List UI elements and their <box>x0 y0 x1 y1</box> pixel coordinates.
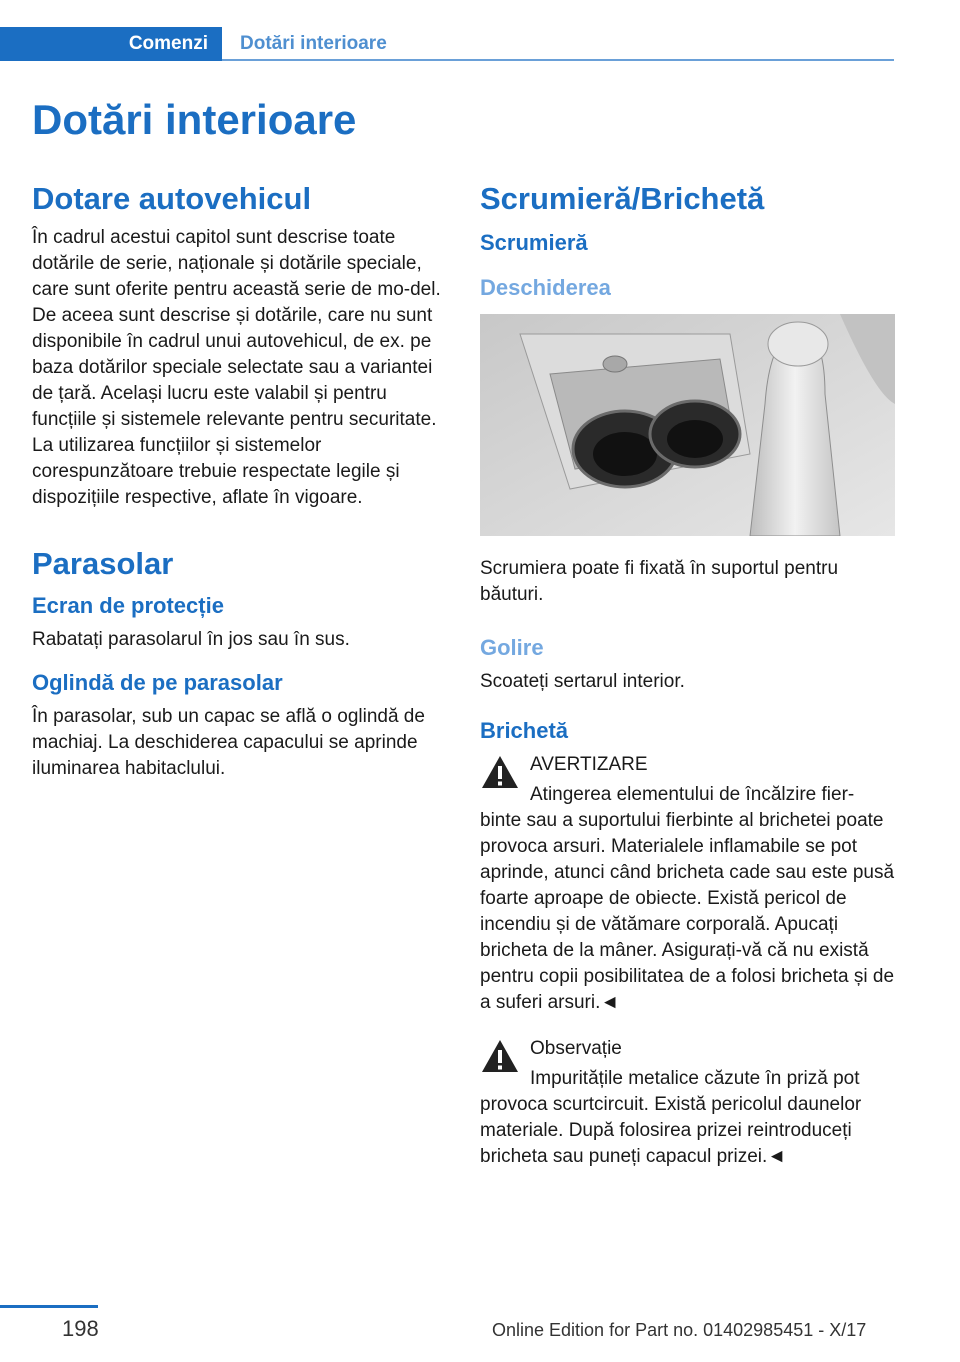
subsection-title-oglinda: Oglindă de pe parasolar <box>32 669 283 695</box>
subsection-title-deschiderea: Deschiderea <box>480 274 611 300</box>
right-column <box>480 180 895 1170</box>
ashtray-illustration <box>480 314 895 536</box>
left-column <box>32 180 444 782</box>
subsection-title-bricheta: Brichetă <box>480 717 569 743</box>
header-tab-dotari-interioare[interactable]: Dotări interioare <box>240 33 387 54</box>
section-title-dotare: Dotare autovehicul <box>32 181 312 216</box>
warning-block <box>480 752 895 1016</box>
header-tab-comenzi[interactable]: Comenzi <box>0 27 222 61</box>
page-number: 198 <box>62 1316 99 1341</box>
dotare-text: În cadrul acestui capitol sunt descrise toate dotările de serie, naționale și dotările speciale, care sunt oferite pentru această serie de mo‐del. De aceea sunt descrise și dotările, care nu sunt disponibile în cadrul unui autovehicul, de ex. pe baza dotărilor speciale selectate sau a variantei de țară. Același lucru este valabil și pentru funcțiile și sistemele relevante pentru securitate. La utilizarea funcțiilor și sistemelor corespunzătoare trebuie respectate legile și dispozițiile respective, aflate în vigoare. <box>32 227 441 509</box>
header-divider <box>222 59 894 61</box>
warning-triangle-icon <box>480 1038 520 1074</box>
subsection-title-ecran: Ecran de protecție <box>32 593 224 619</box>
warning-triangle-icon <box>480 754 520 790</box>
page-title: Dotări interioare <box>32 96 357 143</box>
ecran-text: Rabatați parasolarul în jos sau în sus. <box>32 628 350 650</box>
subsection-title-scrumiera: Scrumieră <box>480 230 588 256</box>
figure-caption: Scrumiera poate fi fixată în suportul pentru băuturi. <box>480 558 839 606</box>
oglinda-text: În parasolar, sub un capac se află o oglindă de machiaj. La deschiderea capacului se aprinde iluminarea habitaclului. <box>32 705 425 779</box>
golire-text: Scoateți sertarul interior. <box>480 670 685 692</box>
section-title-scrumiera-bricheta: Scrumieră/Brichetă <box>480 181 765 216</box>
notice-title: Observație <box>530 1037 622 1059</box>
notice-block <box>480 1036 895 1170</box>
subsection-title-golire: Golire <box>480 635 544 661</box>
section-title-parasolar: Parasolar <box>32 546 174 582</box>
warning-text: Atingerea elementului de încălzire fier‐binte sau a suportului fierbinte al brichetei poate provoca arsuri. Materialele inflamabile se pot aprinde, atunci când bricheta cade sau este pusă foarte aproape de obiecte. Există pericol de incendiu și de vătămare corporală. Apucați bricheta de la mâner. Asigurați-vă că nu există pentru copii posibilitatea de a folosi bricheta și de a suferi arsuri.◄ <box>480 783 895 1013</box>
warning-title: AVERTIZARE <box>530 753 648 775</box>
notice-text: Impuritățile metalice căzute în priză pot provoca scurtcircuit. Există pericolul daunelor materiale. După folosirea prizei reintroduceți bricheta sau puneți capacul prizei.◄ <box>480 1067 862 1167</box>
footer-divider <box>0 1305 98 1308</box>
footer-edition: Online Edition for Part no. 01402985451 - X/17 <box>492 1320 867 1340</box>
